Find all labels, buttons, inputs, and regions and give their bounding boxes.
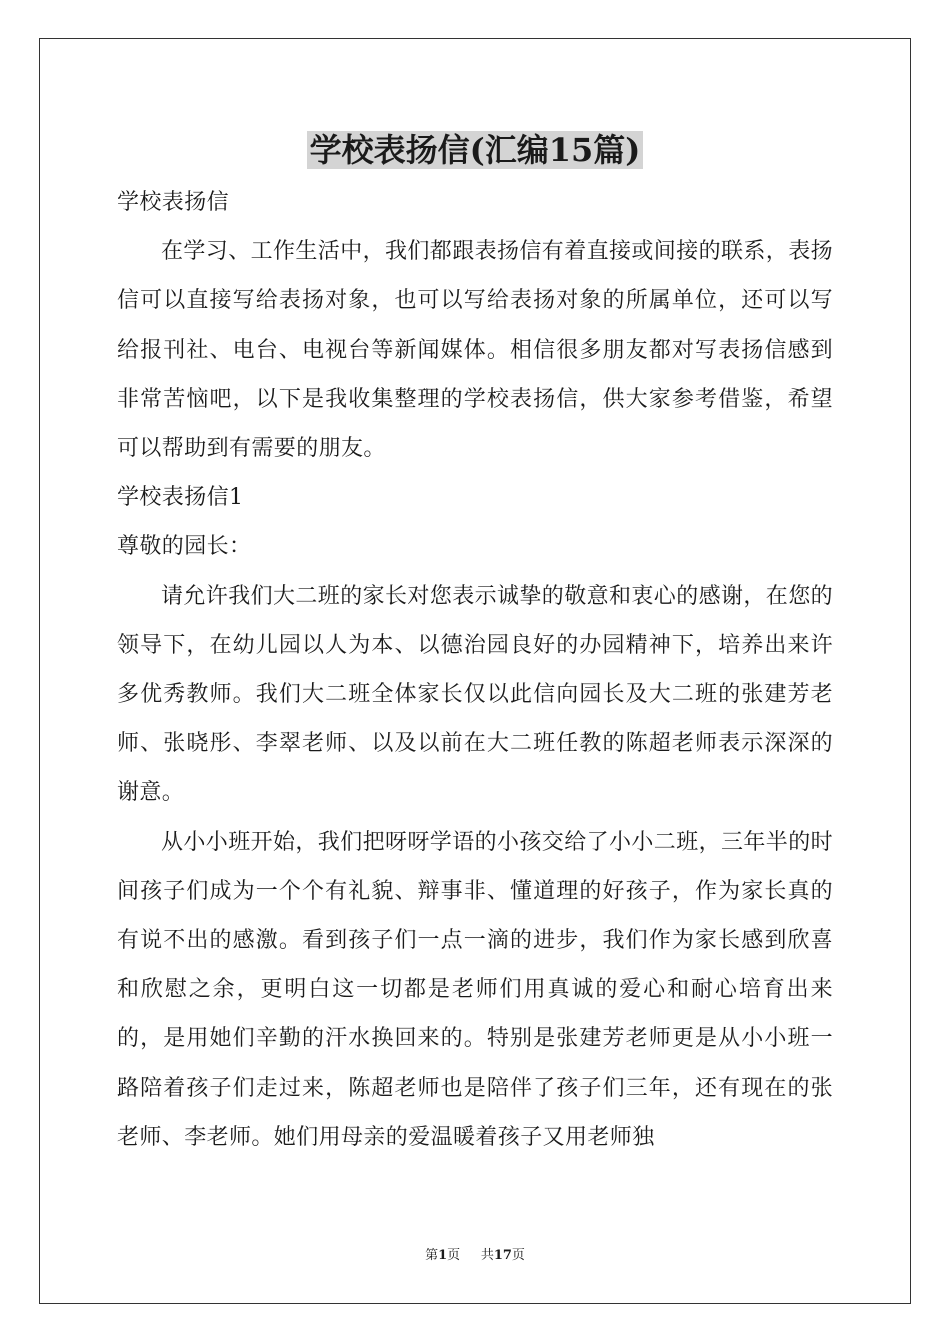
body-paragraph: 请允许我们大二班的家长对您表示诚挚的敬意和衷心的感谢，在您的领导下，在幼儿园以人为本、以德治园良好的办园精神下，培养出来许多优秀教师。我们大二班全体家长仅以此信向园长及大二班的张建芳老师、张晓彤、李翠老师、以及以前在大二班任教的陈超老师表示深深的谢意。 [117, 583, 834, 806]
page-footer [0, 1246, 950, 1266]
page-total: 共17页 [480, 1248, 525, 1263]
page-number: 第1页 [425, 1248, 461, 1263]
document-body [117, 178, 833, 1162]
section-heading: 学校表扬信1 [117, 485, 244, 511]
salutation: 尊敬的园长： [117, 534, 252, 560]
document-title [0, 128, 950, 172]
document-title-text: 学校表扬信(汇编15篇) [307, 131, 644, 169]
body-paragraph: 从小小班开始，我们把呀呀学语的小孩交给了小小二班，三年半的时间孩子们成为一个个有礼貌、辩事非、懂道理的好孩子，作为家长真的有说不出的感激。看到孩子们一点一滴的进步，我们作为家长感到欣喜和欣慰之余，更明白这一切都是老师们用真诚的爱心和耐心培育出来的，是用她们辛勤的汗水换回来的。特别是张建芳老师更是从小小班一路陪着孩子们走过来，陈超老师也是陪伴了孩子们三年，还有现在的张老师、李老师。她们用母亲的爱温暖着孩子又用老师独 [117, 829, 834, 1150]
section-heading: 学校表扬信 [117, 190, 230, 215]
intro-paragraph: 在学习、工作生活中，我们都跟表扬信有着直接或间接的联系，表扬信可以直接写给表扬对象，也可以写给表扬对象的所属单位，还可以写给报刊社、电台、电视台等新闻媒体。相信很多朋友都对写表扬信感到非常苦恼吧，以下是我收集整理的学校表扬信，供大家参考借鉴，希望可以帮助到有需要的朋友。 [117, 239, 834, 462]
